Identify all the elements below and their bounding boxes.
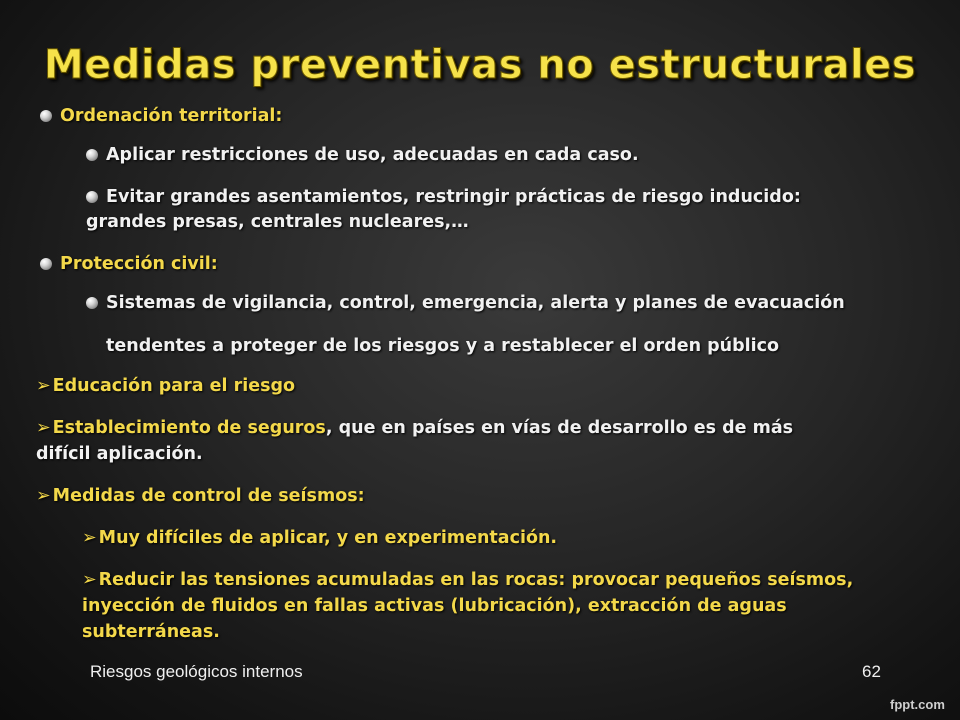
arrow-bullet-icon: ➢: [82, 570, 97, 590]
bullet-restricciones: [86, 143, 639, 167]
arrow-bullet-icon: ➢: [82, 528, 97, 548]
bullet-seguros: [36, 416, 793, 440]
bullet-text: Protección civil:: [60, 254, 218, 274]
bullet-sistemas-cont: tendentes a proteger de los riesgos y a restablecer el orden público: [106, 336, 780, 356]
bullet-text: Reducir las tensiones acumuladas en las rocas: provocar pequeños seísmos,: [98, 570, 854, 590]
sphere-bullet-icon: [40, 110, 52, 122]
arrow-bullet-icon: ➢: [36, 486, 51, 506]
page-number: 62: [862, 662, 881, 681]
sphere-bullet-icon: [86, 297, 98, 309]
bullet-seguros-cont: difícil aplicación.: [36, 444, 203, 464]
bullet-control-seismos: [36, 484, 365, 508]
bullet-proteccion: [40, 252, 218, 276]
arrow-bullet-icon: ➢: [36, 418, 51, 438]
bullet-evitar: [86, 185, 801, 209]
bullet-reducir-cont1: inyección de fluidos en fallas activas (lubricación), extracción de aguas: [82, 596, 787, 616]
bullet-text: , que en países en vías de desarrollo es de más: [325, 418, 794, 438]
watermark: fppt.com: [890, 697, 945, 712]
footer-title: Riesgos geológicos internos: [90, 662, 303, 681]
sphere-bullet-icon: [40, 258, 52, 270]
bullet-evitar-cont: grandes presas, centrales nucleares,…: [86, 212, 469, 232]
slide-title: Medidas preventivas no estructurales: [43, 42, 917, 88]
bullet-sistemas: [86, 291, 845, 315]
bullet-text: Evitar grandes asentamientos, restringir prácticas de riesgo inducido:: [106, 187, 801, 207]
arrow-bullet-icon: ➢: [36, 376, 51, 396]
bullet-text: Medidas de control de seísmos:: [52, 486, 365, 506]
bullet-muy-dificiles: [82, 526, 557, 550]
bullet-text: Educación para el riesgo: [52, 376, 296, 396]
sphere-bullet-icon: [86, 149, 98, 161]
bullet-reducir: [82, 568, 853, 592]
bullet-text: Ordenación territorial:: [60, 106, 283, 126]
bullet-text: Muy difíciles de aplicar, y en experimentación.: [98, 528, 558, 548]
bullet-text: Sistemas de vigilancia, control, emergencia, alerta y planes de evacuación: [106, 293, 845, 313]
bullet-reducir-cont2: subterráneas.: [82, 622, 220, 642]
bullet-text-highlight: Establecimiento de seguros: [52, 418, 326, 438]
bullet-text: Aplicar restricciones de uso, adecuadas en cada caso.: [106, 145, 639, 165]
bullet-educacion: [36, 374, 295, 398]
bullet-ordenacion: [40, 104, 282, 128]
sphere-bullet-icon: [86, 191, 98, 203]
